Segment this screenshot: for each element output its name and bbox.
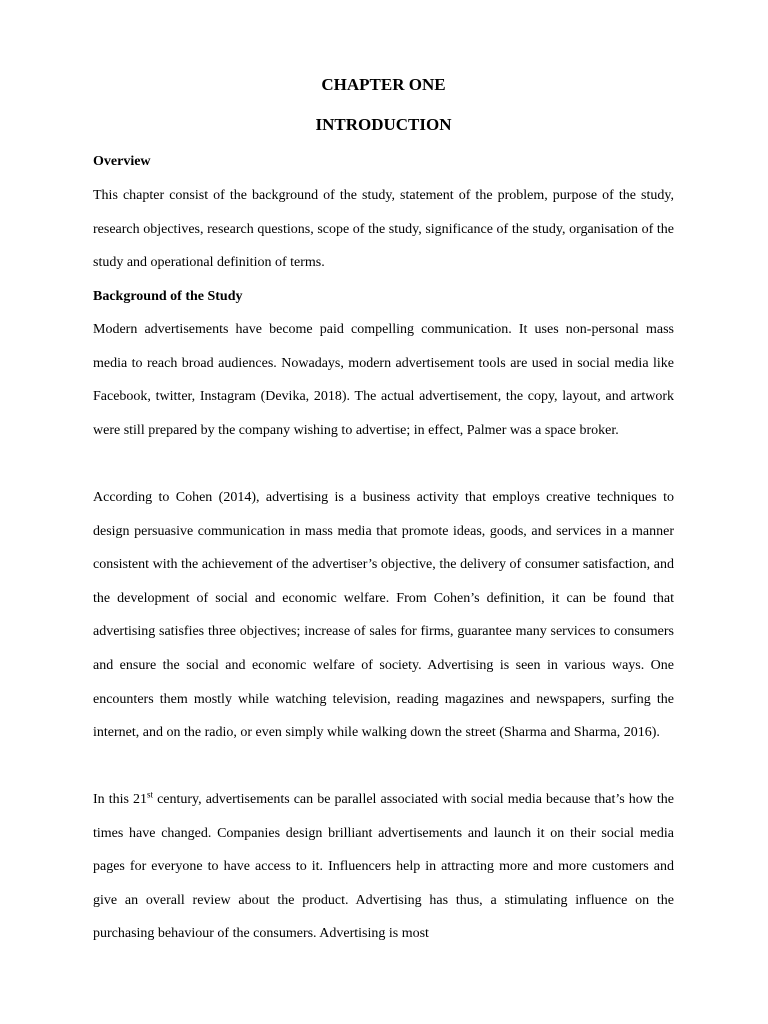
overview-paragraph: This chapter consist of the background of the study, statement of the problem, purpose of the study, research objectives, research questions, scope of the study, significance of the study, organisation of the study and operational definition of terms. xyxy=(93,188,674,271)
ordinal-superscript: st xyxy=(147,789,154,800)
paragraph-rest-text: century, advertisements can be parallel associated with social media because that’s how the times have changed. Companies design brilliant advertisements and launch it on their social media pages for everyone to have access to it. Influencers help in attracting more and more customers and give an overall review about the product. Advertising has thus, a stimulating influence on the purchasing behaviour of the consumers. Advertising is most xyxy=(93,792,674,942)
chapter-subtitle: INTRODUCTION xyxy=(315,115,452,134)
background-paragraph-3 xyxy=(93,783,674,951)
background-heading: Background of the Study xyxy=(93,289,243,304)
overview-heading: Overview xyxy=(93,154,151,169)
chapter-title: CHAPTER ONE xyxy=(321,75,446,94)
paragraph-lead-text: In this 21 xyxy=(93,792,147,807)
background-paragraph-2: According to Cohen (2014), advertising is a business activity that employs creative techniques to design persuasive communication in mass media that promote ideas, goods, and services in a manner consistent with the achievement of the advertiser’s objective, the delivery of consumer satisfaction, and the development of social and economic welfare. From Cohen’s definition, it can be found that advertising satisfies three objectives; increase of sales for firms, guarantee many services to consumers and ensure the social and economic welfare of society. Advertising is seen in various ways. One encounters them mostly while watching television, reading magazines and newspapers, surfing the internet, and on the radio, or even simply while walking down the street (Sharma and Sharma, 2016). xyxy=(93,490,674,741)
background-paragraph-1: Modern advertisements have become paid compelling communication. It uses non-personal mass media to reach broad audiences. Nowadays, modern advertisement tools are used in social media like Facebook, twitter, Instagram (Devika, 2018). The actual advertisement, the copy, layout, and artwork were still prepared by the company wishing to advertise; in effect, Palmer was a space broker. xyxy=(93,322,674,438)
